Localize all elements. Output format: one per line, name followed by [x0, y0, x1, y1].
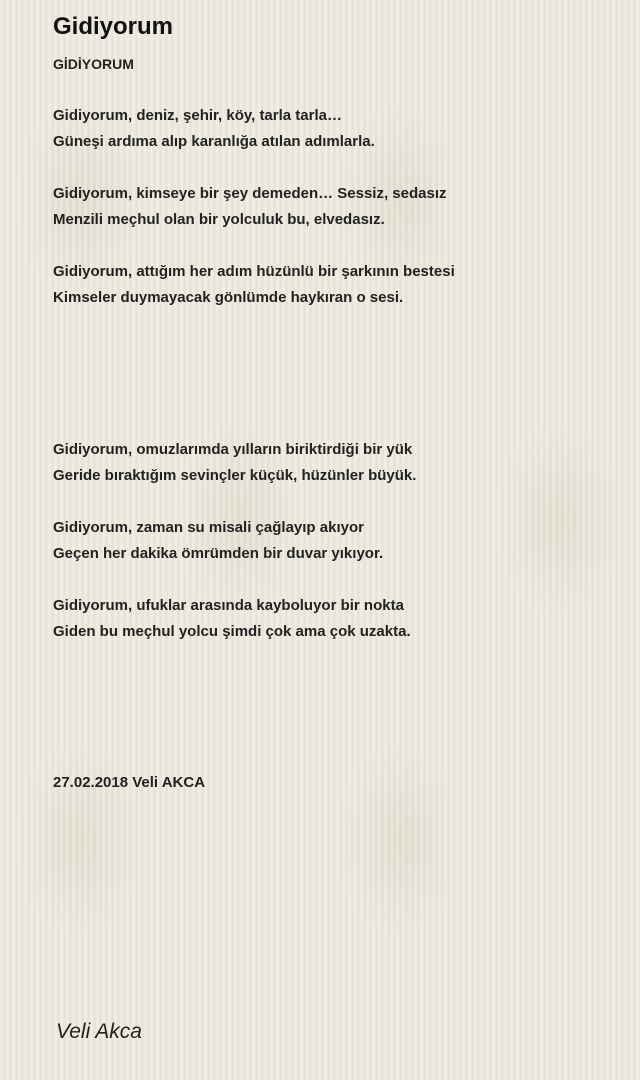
- poem-line: Gidiyorum, kimseye bir şey demeden… Sessiz, sedasız: [53, 185, 447, 202]
- author-signature: Veli Akca: [56, 1020, 142, 1043]
- poem-line: Menzili meçhul olan bir yolculuk bu, elvedasız.: [53, 211, 385, 228]
- poem-line: Kimseler duymayacak gönlümde haykıran o sesi.: [53, 289, 404, 306]
- poem-title: Gidiyorum: [53, 13, 174, 40]
- stanza-2: [53, 181, 447, 233]
- poem-line: Gidiyorum, ufuklar arasında kayboluyor bir nokta: [53, 597, 404, 614]
- stanza-5: [53, 515, 383, 567]
- poem-line: Gidiyorum, deniz, şehir, köy, tarla tarla…: [53, 107, 342, 124]
- date-author: 27.02.2018 Veli AKCA: [53, 774, 206, 791]
- poem-line: Gidiyorum, omuzlarımda yılların biriktirdiği bir yük: [53, 441, 413, 458]
- stanza-6: [53, 593, 411, 645]
- poem-subtitle: GİDİYORUM: [53, 56, 134, 72]
- stanza-1: [53, 103, 375, 155]
- stanza-3: [53, 259, 455, 311]
- poem-line: Gidiyorum, zaman su misali çağlayıp akıyor: [53, 519, 364, 536]
- poem-line: Geride bıraktığım sevinçler küçük, hüzünler büyük.: [53, 467, 417, 484]
- poem-line: Giden bu meçhul yolcu şimdi çok ama çok uzakta.: [53, 623, 411, 640]
- poem-line: Geçen her dakika ömrümden bir duvar yıkıyor.: [53, 545, 384, 562]
- poem-line: Güneşi ardıma alıp karanlığa atılan adımlarla.: [53, 133, 375, 150]
- stanza-4: [53, 437, 416, 489]
- poem-line: Gidiyorum, attığım her adım hüzünlü bir şarkının bestesi: [53, 263, 455, 280]
